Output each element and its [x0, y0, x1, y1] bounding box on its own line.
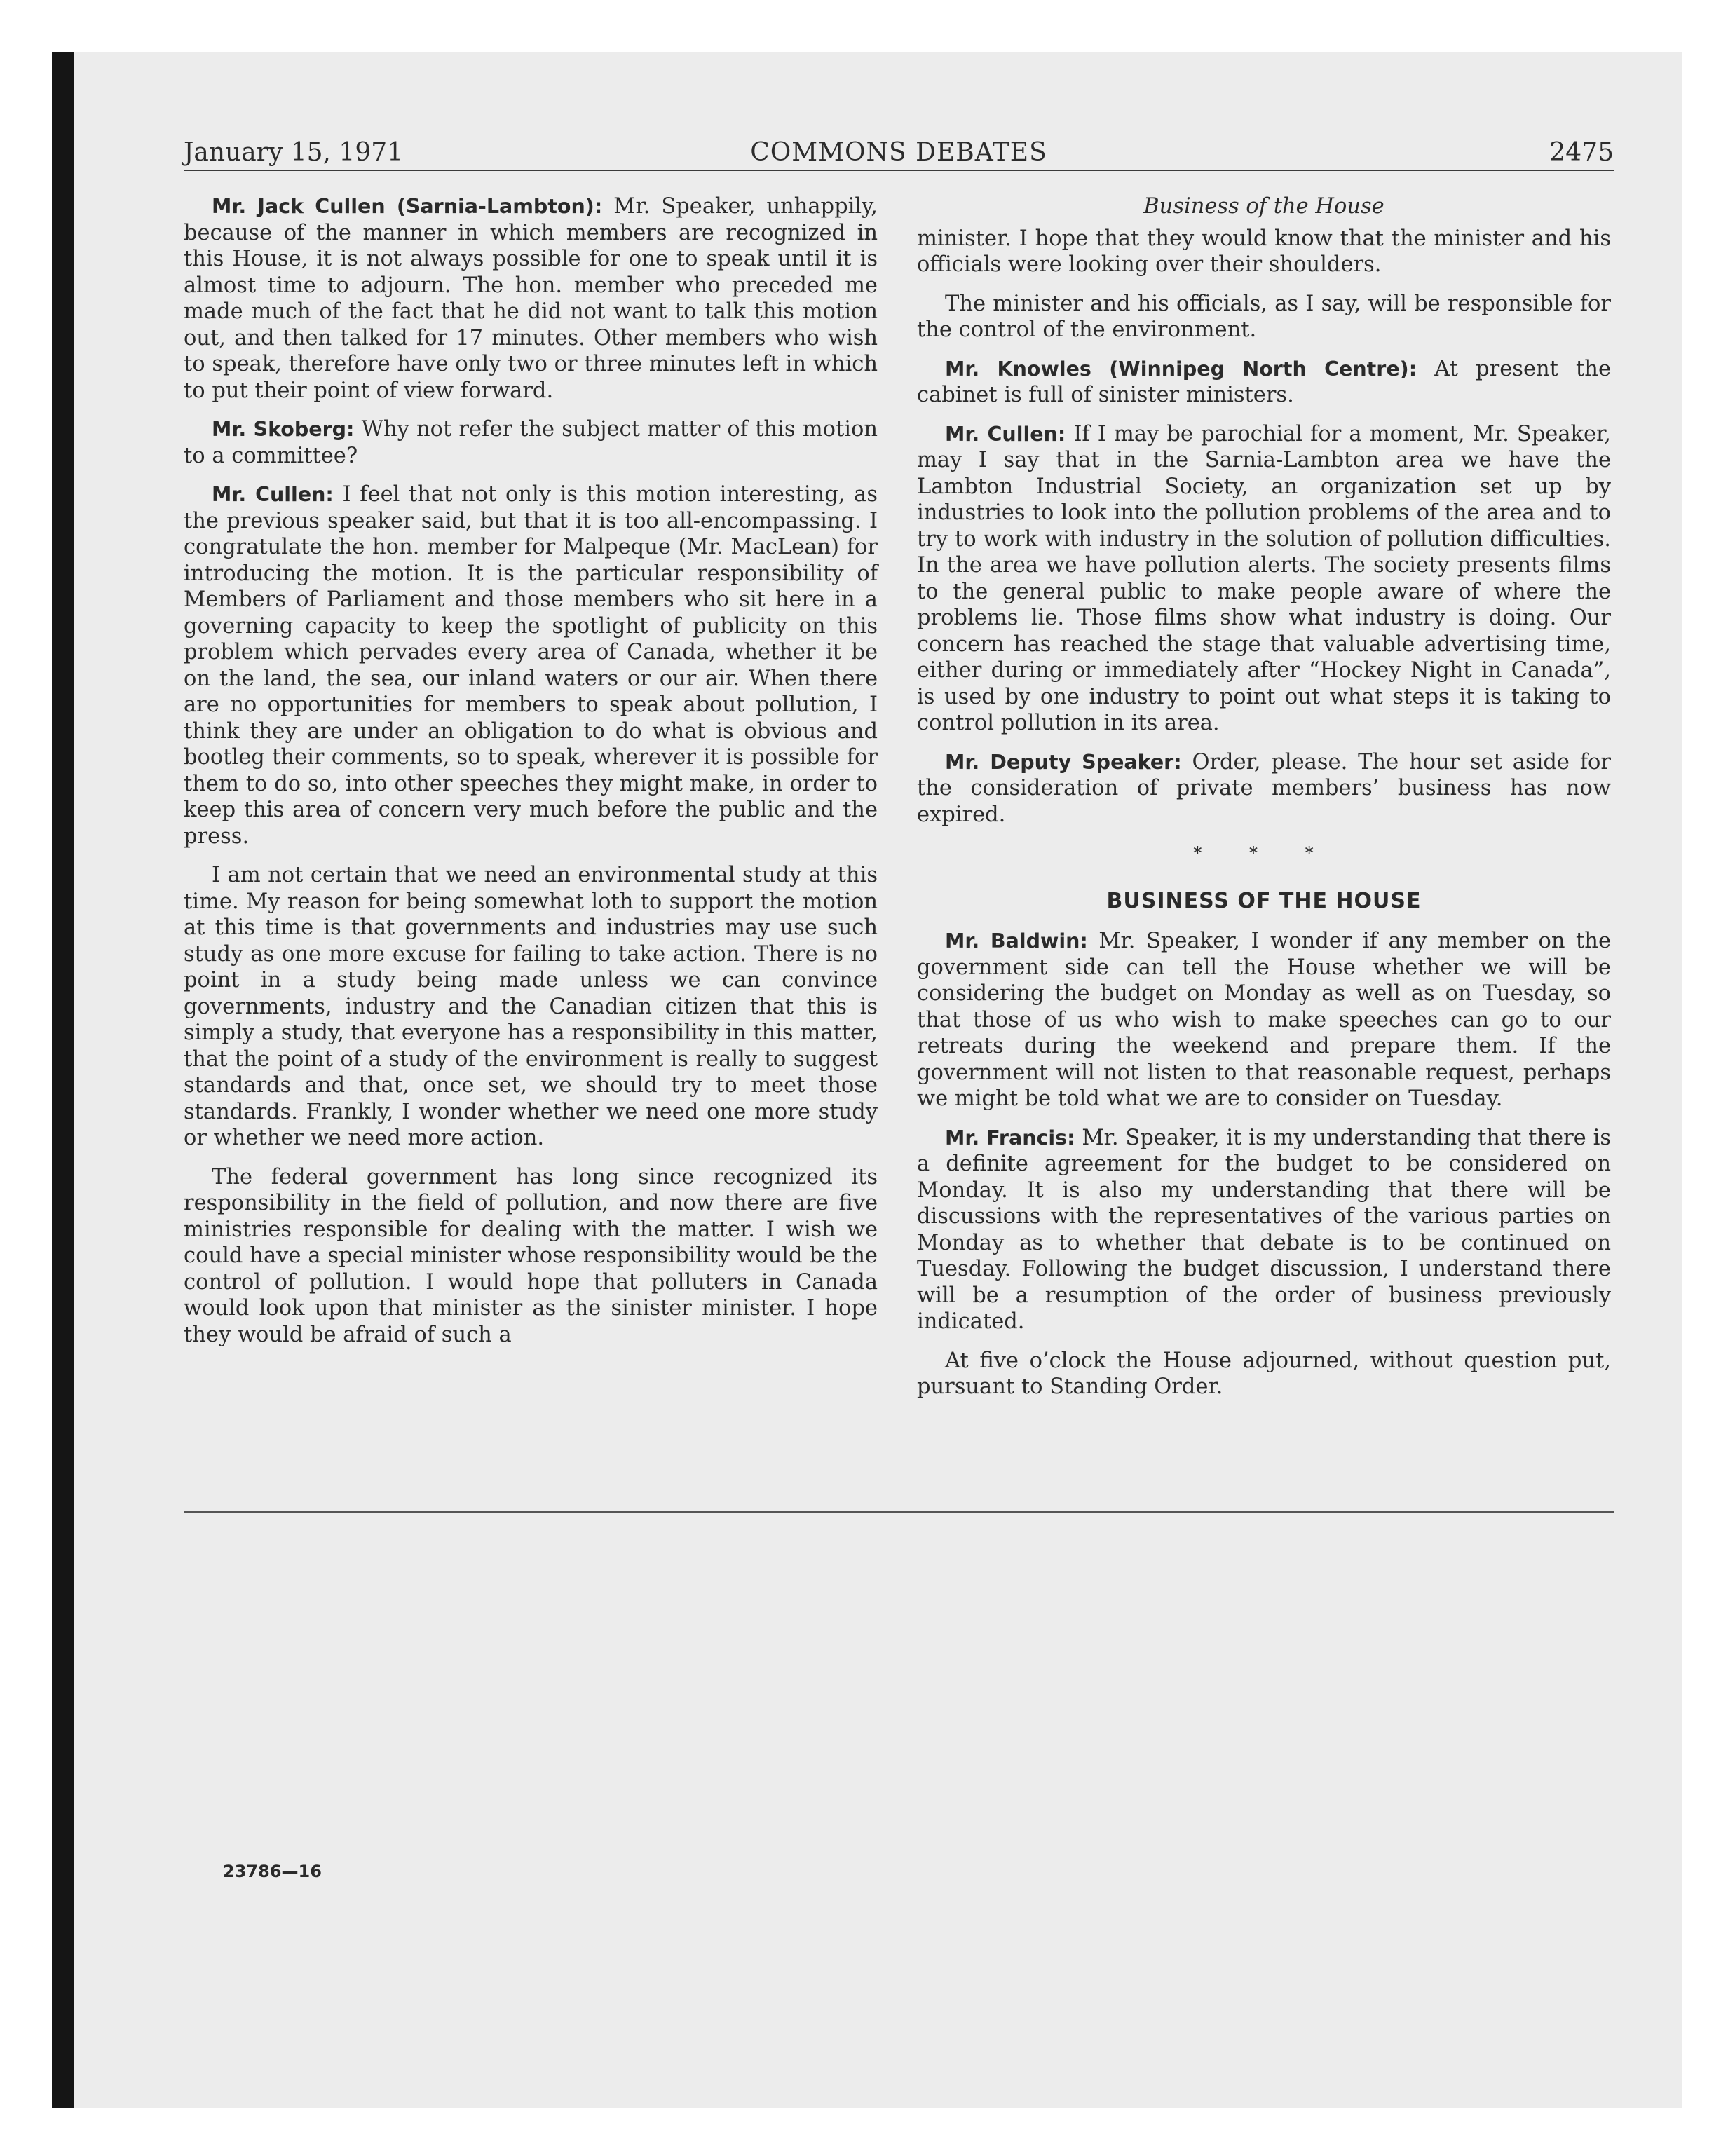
- speech-paragraph: [917, 749, 1611, 828]
- speech-paragraph: [184, 482, 878, 850]
- speech-text: At present the cabinet is full of sinister ministers.: [917, 356, 1611, 407]
- speaker-name: Mr. Deputy Speaker:: [945, 750, 1182, 774]
- speech-paragraph: At five o’clock the House adjourned, without question put, pursuant to Standing Order.: [917, 1348, 1611, 1399]
- section-heading: BUSINESS OF THE HOUSE: [1106, 888, 1422, 913]
- speaker-name: Mr. Cullen:: [212, 483, 334, 506]
- footer-rule: [184, 1511, 1614, 1513]
- speaker-name: Mr. Cullen:: [945, 422, 1066, 446]
- speech-text: Why not refer the subject matter of this motion to a committee?: [184, 417, 878, 468]
- speech-paragraph: [917, 928, 1611, 1112]
- speech-text: I feel that not only is this motion interesting, as the previous speaker said, but that it is too all-encompassing. I congratulate the hon. member for Malpeque (Mr. MacLean) for introducing the motion. It is the particular responsibility of Members of Parliament and those members who sit here in a governing capacity to keep the spotlight of publicity on this problem which pervades every area of Canada, whether it be on the land, the sea, our inland waters or our air. When there are no opportunities for members to speak about pollution, I think they are under an obligation to do what is obvious and bootleg their comments, so to speak, wherever it is possible for them to do so, into other speeches they might make, in order to keep this area of concern very much before the public and the press.: [184, 482, 878, 849]
- header-rule: [184, 170, 1614, 171]
- speech-text: Mr. Speaker, unhappily, because of the manner in which members are recognized in this House, it is not always possible for one to speak until it is almost time to adjourn. The hon. member who preceded me made much of the fact that he did not want to talk this motion out, and then talked for 17 minutes. Other members who wish to speak, therefore have only two or three minutes left in which to put their point of view forward.: [184, 194, 878, 403]
- printer-code: 23786—16: [223, 1862, 322, 1881]
- scan-edge-shadow: [52, 52, 74, 2108]
- speech-text: Order, please. The hour set aside for the consideration of private members’ business has now expired.: [917, 749, 1611, 827]
- speaker-name: Mr. Baldwin:: [945, 929, 1088, 953]
- header-title: COMMONS DEBATES: [750, 138, 1047, 167]
- speech-text: Mr. Speaker, it is my understanding that there is a definite agreement for the budget to be considered on Monday. It is also my understanding that there will be discussions with the representatives of the various parties on Monday as to whether that debate is to be continued on Tuesday. Following the budget discussion, I understand there will be a resumption of the order of business previously indicated.: [917, 1125, 1611, 1334]
- speaker-name: Mr. Francis:: [945, 1126, 1075, 1149]
- speech-paragraph: minister. I hope that they would know that the minister and his officials were looking over their shoulders.: [917, 226, 1611, 277]
- speech-text: If I may be parochial for a moment, Mr. Speaker, may I say that in the Sarnia-Lambton area we have the Lambton Industrial Society, an organization set up by industries to look into the pollution problems of the area and to try to work with industry in the solution of pollution difficulties. In the area we have pollution alerts. The society presents films to the general public to make people aware of where the problems lie. Those films show what industry is doing. Our concern has reached the stage that valuable advertising time, either during or immediately after “Hockey Night in Canada”, is used by one industry to point out what steps it is taking to control pollution in its area.: [917, 421, 1611, 735]
- running-header: [184, 133, 1614, 172]
- speech-paragraph: [184, 416, 878, 469]
- section-running-title: Business of the House: [1143, 194, 1384, 219]
- page-number: 2475: [1549, 138, 1614, 167]
- speech-paragraph: [917, 1125, 1611, 1335]
- speaker-name: Mr. Knowles (Winnipeg North Centre):: [945, 357, 1417, 381]
- speech-paragraph: [184, 193, 878, 404]
- speech-paragraph: The minister and his officials, as I say, will be responsible for the control of the environment.: [917, 291, 1611, 342]
- speaker-name: Mr. Skoberg:: [212, 418, 355, 441]
- header-date: January 15, 1971: [184, 138, 404, 167]
- speech-paragraph: The federal government has long since recognized its responsibility in the field of pollution, and now there are five ministries responsible for dealing with the matter. I wish we could have a special minister whose responsibility would be the control of pollution. I would hope that polluters in Canada would look upon that minister as the sinister minister. I hope they would be afraid of such a: [184, 1164, 878, 1347]
- speech-paragraph: I am not certain that we need an environmental study at this time. My reason for being somewhat loth to support the motion at this time is that governments and industries may use such study as one more excuse for failing to take action. There is no point in a study being made unless we can convince governments, industry and the Canadian citizen that this is simply a study, that everyone has a responsibility in this matter, that the point of a study of the environment is really to suggest standards and that, once set, we should try to meet those standards. Frankly, I wonder whether we need one more study or whether we need more action.: [184, 863, 878, 1150]
- section-separator: * * *: [1193, 843, 1335, 863]
- speech-paragraph: [917, 421, 1611, 737]
- right-column: [917, 193, 1611, 1413]
- speech-text: Mr. Speaker, I wonder if any member on the government side can tell the House whether we will be considering the budget on Monday as well as on Tuesday, so that those of us who wish to make speeches can go to our retreats during the weekend and prepare them. If the government will not listen to that reasonable request, perhaps we might be told what we are to consider on Tuesday.: [917, 929, 1611, 1111]
- speech-paragraph: [917, 356, 1611, 409]
- left-column: [184, 193, 878, 1360]
- speaker-name: Mr. Jack Cullen (Sarnia-Lambton):: [212, 195, 603, 218]
